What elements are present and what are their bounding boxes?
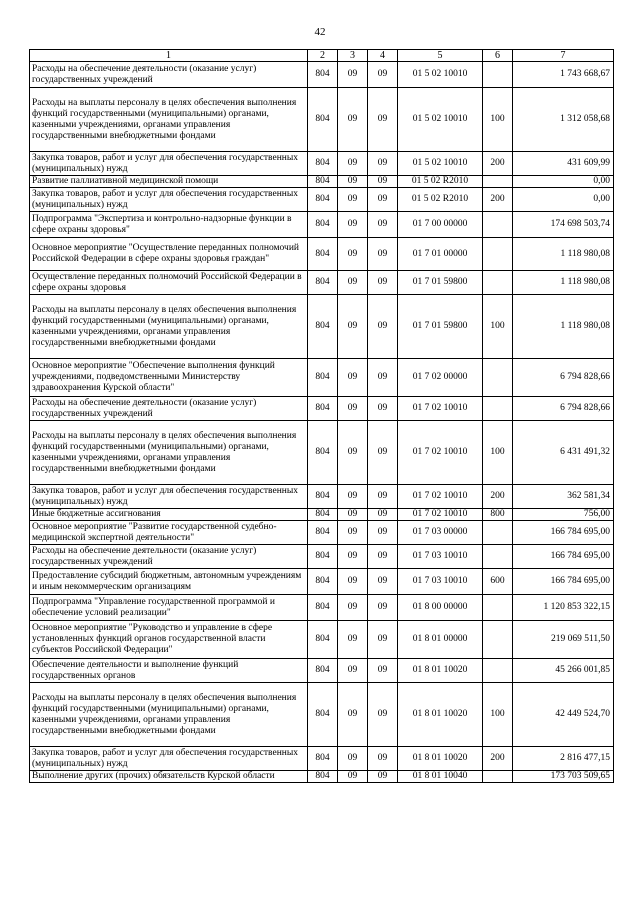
cell-code: 01 8 01 10020 bbox=[398, 747, 483, 771]
cell-c3: 09 bbox=[338, 747, 368, 771]
cell-code: 01 7 00 00000 bbox=[398, 212, 483, 238]
table-row bbox=[30, 271, 614, 295]
table-row bbox=[30, 295, 614, 359]
cell-c4: 09 bbox=[368, 88, 398, 152]
cell-name: Закупка товаров, работ и услуг для обеспечения государственных (муниципальных) нужд bbox=[30, 747, 308, 771]
cell-c4: 09 bbox=[368, 152, 398, 176]
cell-vr bbox=[483, 595, 513, 621]
cell-c3: 09 bbox=[338, 62, 368, 88]
cell-vr bbox=[483, 238, 513, 271]
cell-c4: 09 bbox=[368, 397, 398, 421]
cell-c4: 09 bbox=[368, 545, 398, 569]
cell-c4: 09 bbox=[368, 359, 398, 397]
cell-vr: 800 bbox=[483, 509, 513, 521]
cell-name: Основное мероприятие "Руководство и управление в сфере установленных функций органов государственной власти субъектов Российской Федерации" bbox=[30, 621, 308, 659]
cell-vr bbox=[483, 521, 513, 545]
cell-vr: 200 bbox=[483, 188, 513, 212]
header-cell: 6 bbox=[483, 50, 513, 62]
cell-c2: 804 bbox=[308, 595, 338, 621]
cell-name: Подпрограмма "Управление государственной программой и обеспечение условий реализации" bbox=[30, 595, 308, 621]
cell-c4: 09 bbox=[368, 569, 398, 595]
cell-c3: 09 bbox=[338, 421, 368, 485]
cell-name: Закупка товаров, работ и услуг для обеспечения государственных (муниципальных) нужд bbox=[30, 152, 308, 176]
cell-c3: 09 bbox=[338, 485, 368, 509]
table-row bbox=[30, 397, 614, 421]
table-row bbox=[30, 359, 614, 397]
cell-vr bbox=[483, 545, 513, 569]
cell-c4: 09 bbox=[368, 747, 398, 771]
cell-code: 01 5 02 R2010 bbox=[398, 176, 483, 188]
cell-c3: 09 bbox=[338, 569, 368, 595]
cell-sum: 42 449 524,70 bbox=[513, 683, 614, 747]
cell-sum: 1 120 853 322,15 bbox=[513, 595, 614, 621]
cell-c4: 09 bbox=[368, 238, 398, 271]
cell-c2: 804 bbox=[308, 238, 338, 271]
cell-name: Закупка товаров, работ и услуг для обеспечения государственных (муниципальных) нужд bbox=[30, 188, 308, 212]
cell-c2: 804 bbox=[308, 152, 338, 176]
cell-name: Расходы на выплаты персоналу в целях обеспечения выполнения функций государственными (муниципальными) органами, казенными учреждениями, органами управления государственными внебюджетными фондами bbox=[30, 88, 308, 152]
table-row bbox=[30, 521, 614, 545]
cell-c4: 09 bbox=[368, 62, 398, 88]
cell-sum: 166 784 695,00 bbox=[513, 521, 614, 545]
cell-name: Развитие паллиативной медицинской помощи bbox=[30, 176, 308, 188]
cell-vr: 600 bbox=[483, 569, 513, 595]
cell-code: 01 5 02 R2010 bbox=[398, 188, 483, 212]
cell-name: Предоставление субсидий бюджетным, автономным учреждениям и иным некоммерческим организациям bbox=[30, 569, 308, 595]
cell-c3: 09 bbox=[338, 683, 368, 747]
cell-sum: 362 581,34 bbox=[513, 485, 614, 509]
cell-name: Осуществление переданных полномочий Российской Федерации в сфере охраны здоровья bbox=[30, 271, 308, 295]
cell-c4: 09 bbox=[368, 509, 398, 521]
cell-name: Расходы на обеспечение деятельности (оказание услуг) государственных учреждений bbox=[30, 62, 308, 88]
cell-c2: 804 bbox=[308, 188, 338, 212]
cell-vr bbox=[483, 771, 513, 783]
cell-code: 01 8 01 10020 bbox=[398, 659, 483, 683]
cell-c2: 804 bbox=[308, 683, 338, 747]
table-row bbox=[30, 659, 614, 683]
cell-code: 01 7 01 59800 bbox=[398, 295, 483, 359]
cell-c2: 804 bbox=[308, 271, 338, 295]
cell-c4: 09 bbox=[368, 485, 398, 509]
cell-name: Подпрограмма "Экспертиза и контрольно-надзорные функции в сфере охраны здоровья" bbox=[30, 212, 308, 238]
cell-c3: 09 bbox=[338, 271, 368, 295]
cell-code: 01 8 01 00000 bbox=[398, 621, 483, 659]
cell-c2: 804 bbox=[308, 569, 338, 595]
cell-c2: 804 bbox=[308, 212, 338, 238]
cell-sum: 6 794 828,66 bbox=[513, 397, 614, 421]
table-body bbox=[30, 50, 614, 783]
table-row bbox=[30, 683, 614, 747]
cell-c4: 09 bbox=[368, 621, 398, 659]
cell-c2: 804 bbox=[308, 659, 338, 683]
cell-name: Обеспечение деятельности и выполнение функций государственных органов bbox=[30, 659, 308, 683]
table-row bbox=[30, 485, 614, 509]
cell-c2: 804 bbox=[308, 521, 338, 545]
cell-code: 01 7 03 00000 bbox=[398, 521, 483, 545]
cell-name: Основное мероприятие "Осуществление переданных полномочий Российской Федерации в сфере охраны здоровья граждан" bbox=[30, 238, 308, 271]
header-cell: 3 bbox=[338, 50, 368, 62]
header-cell: 7 bbox=[513, 50, 614, 62]
cell-sum: 1 118 980,08 bbox=[513, 295, 614, 359]
cell-vr bbox=[483, 659, 513, 683]
cell-c2: 804 bbox=[308, 176, 338, 188]
cell-name: Иные бюджетные ассигнования bbox=[30, 509, 308, 521]
table-row bbox=[30, 62, 614, 88]
cell-code: 01 7 01 59800 bbox=[398, 271, 483, 295]
cell-vr bbox=[483, 359, 513, 397]
cell-c2: 804 bbox=[308, 88, 338, 152]
cell-vr bbox=[483, 271, 513, 295]
cell-c4: 09 bbox=[368, 521, 398, 545]
cell-sum: 1 743 668,67 bbox=[513, 62, 614, 88]
cell-c2: 804 bbox=[308, 747, 338, 771]
cell-c4: 09 bbox=[368, 176, 398, 188]
cell-sum: 166 784 695,00 bbox=[513, 545, 614, 569]
cell-c3: 09 bbox=[338, 771, 368, 783]
cell-c4: 09 bbox=[368, 683, 398, 747]
cell-c3: 09 bbox=[338, 359, 368, 397]
cell-name: Расходы на обеспечение деятельности (оказание услуг) государственных учреждений bbox=[30, 397, 308, 421]
table-row bbox=[30, 188, 614, 212]
cell-c4: 09 bbox=[368, 188, 398, 212]
cell-name: Расходы на обеспечение деятельности (оказание услуг) государственных учреждений bbox=[30, 545, 308, 569]
cell-vr: 100 bbox=[483, 421, 513, 485]
cell-vr bbox=[483, 212, 513, 238]
header-cell: 2 bbox=[308, 50, 338, 62]
table-row bbox=[30, 176, 614, 188]
cell-c3: 09 bbox=[338, 545, 368, 569]
cell-c2: 804 bbox=[308, 397, 338, 421]
cell-c4: 09 bbox=[368, 295, 398, 359]
table-row bbox=[30, 212, 614, 238]
cell-code: 01 8 01 10040 bbox=[398, 771, 483, 783]
cell-vr: 200 bbox=[483, 152, 513, 176]
cell-c3: 09 bbox=[338, 659, 368, 683]
cell-c2: 804 bbox=[308, 621, 338, 659]
cell-sum: 45 266 001,85 bbox=[513, 659, 614, 683]
cell-name: Закупка товаров, работ и услуг для обеспечения государственных (муниципальных) нужд bbox=[30, 485, 308, 509]
cell-name: Расходы на выплаты персоналу в целях обеспечения выполнения функций государственными (муниципальными) органами, казенными учреждениями, органами управления государственными внебюджетными фондами bbox=[30, 421, 308, 485]
cell-name: Расходы на выплаты персоналу в целях обеспечения выполнения функций государственными (муниципальными) органами, казенными учреждениями, органами управления государственными внебюджетными фондами bbox=[30, 295, 308, 359]
cell-name: Выполнение других (прочих) обязательств Курской области bbox=[30, 771, 308, 783]
table-row bbox=[30, 621, 614, 659]
cell-c4: 09 bbox=[368, 659, 398, 683]
cell-sum: 219 069 511,50 bbox=[513, 621, 614, 659]
cell-c3: 09 bbox=[338, 152, 368, 176]
cell-c2: 804 bbox=[308, 421, 338, 485]
cell-code: 01 7 03 10010 bbox=[398, 545, 483, 569]
cell-sum: 166 784 695,00 bbox=[513, 569, 614, 595]
header-cell: 5 bbox=[398, 50, 483, 62]
cell-sum: 0,00 bbox=[513, 176, 614, 188]
budget-table bbox=[29, 49, 614, 783]
cell-c4: 09 bbox=[368, 271, 398, 295]
page-number: 42 bbox=[314, 26, 326, 38]
header-row bbox=[30, 50, 614, 62]
table-row bbox=[30, 238, 614, 271]
table-row bbox=[30, 569, 614, 595]
cell-code: 01 7 02 10010 bbox=[398, 397, 483, 421]
cell-code: 01 7 02 10010 bbox=[398, 421, 483, 485]
cell-vr bbox=[483, 397, 513, 421]
cell-sum: 6 794 828,66 bbox=[513, 359, 614, 397]
cell-vr bbox=[483, 621, 513, 659]
header-cell: 4 bbox=[368, 50, 398, 62]
cell-sum: 431 609,99 bbox=[513, 152, 614, 176]
cell-vr: 100 bbox=[483, 88, 513, 152]
cell-c3: 09 bbox=[338, 295, 368, 359]
cell-c2: 804 bbox=[308, 509, 338, 521]
cell-sum: 756,00 bbox=[513, 509, 614, 521]
cell-c3: 09 bbox=[338, 621, 368, 659]
cell-code: 01 8 00 00000 bbox=[398, 595, 483, 621]
cell-sum: 174 698 503,74 bbox=[513, 212, 614, 238]
table-row bbox=[30, 595, 614, 621]
cell-code: 01 7 02 10010 bbox=[398, 509, 483, 521]
cell-c4: 09 bbox=[368, 212, 398, 238]
cell-c4: 09 bbox=[368, 595, 398, 621]
cell-code: 01 8 01 10020 bbox=[398, 683, 483, 747]
cell-vr: 200 bbox=[483, 485, 513, 509]
cell-c3: 09 bbox=[338, 521, 368, 545]
cell-name: Расходы на выплаты персоналу в целях обеспечения выполнения функций государственными (муниципальными) органами, казенными учреждениями, органами управления государственными внебюджетными фондами bbox=[30, 683, 308, 747]
cell-c3: 09 bbox=[338, 595, 368, 621]
cell-sum: 173 703 509,65 bbox=[513, 771, 614, 783]
cell-code: 01 7 02 10010 bbox=[398, 485, 483, 509]
table-row bbox=[30, 771, 614, 783]
cell-code: 01 7 01 00000 bbox=[398, 238, 483, 271]
cell-c2: 804 bbox=[308, 359, 338, 397]
table-row bbox=[30, 509, 614, 521]
table-row bbox=[30, 88, 614, 152]
cell-sum: 2 816 477,15 bbox=[513, 747, 614, 771]
cell-name: Основное мероприятие "Обеспечение выполнения функций учреждениями, подведомственными Министерству здравоохранения Курской области" bbox=[30, 359, 308, 397]
cell-vr: 100 bbox=[483, 295, 513, 359]
cell-vr bbox=[483, 176, 513, 188]
cell-code: 01 5 02 10010 bbox=[398, 152, 483, 176]
table-row bbox=[30, 545, 614, 569]
cell-code: 01 7 02 00000 bbox=[398, 359, 483, 397]
header-cell: 1 bbox=[30, 50, 308, 62]
cell-sum: 1 118 980,08 bbox=[513, 271, 614, 295]
cell-sum: 1 312 058,68 bbox=[513, 88, 614, 152]
cell-name: Основное мероприятие "Развитие государственной судебно-медицинской экспертной деятельности" bbox=[30, 521, 308, 545]
cell-sum: 1 118 980,08 bbox=[513, 238, 614, 271]
cell-sum: 6 431 491,32 bbox=[513, 421, 614, 485]
cell-c2: 804 bbox=[308, 62, 338, 88]
cell-c3: 09 bbox=[338, 212, 368, 238]
cell-c2: 804 bbox=[308, 295, 338, 359]
cell-vr bbox=[483, 62, 513, 88]
cell-c4: 09 bbox=[368, 421, 398, 485]
table-row bbox=[30, 747, 614, 771]
cell-c2: 804 bbox=[308, 485, 338, 509]
cell-c3: 09 bbox=[338, 238, 368, 271]
table-row bbox=[30, 152, 614, 176]
cell-c3: 09 bbox=[338, 509, 368, 521]
cell-c4: 09 bbox=[368, 771, 398, 783]
cell-c3: 09 bbox=[338, 176, 368, 188]
cell-code: 01 5 02 10010 bbox=[398, 88, 483, 152]
cell-c3: 09 bbox=[338, 88, 368, 152]
cell-code: 01 7 03 10010 bbox=[398, 569, 483, 595]
cell-c3: 09 bbox=[338, 397, 368, 421]
table-row bbox=[30, 421, 614, 485]
cell-sum: 0,00 bbox=[513, 188, 614, 212]
cell-c3: 09 bbox=[338, 188, 368, 212]
cell-vr: 100 bbox=[483, 683, 513, 747]
cell-c2: 804 bbox=[308, 771, 338, 783]
cell-code: 01 5 02 10010 bbox=[398, 62, 483, 88]
cell-vr: 200 bbox=[483, 747, 513, 771]
cell-c2: 804 bbox=[308, 545, 338, 569]
